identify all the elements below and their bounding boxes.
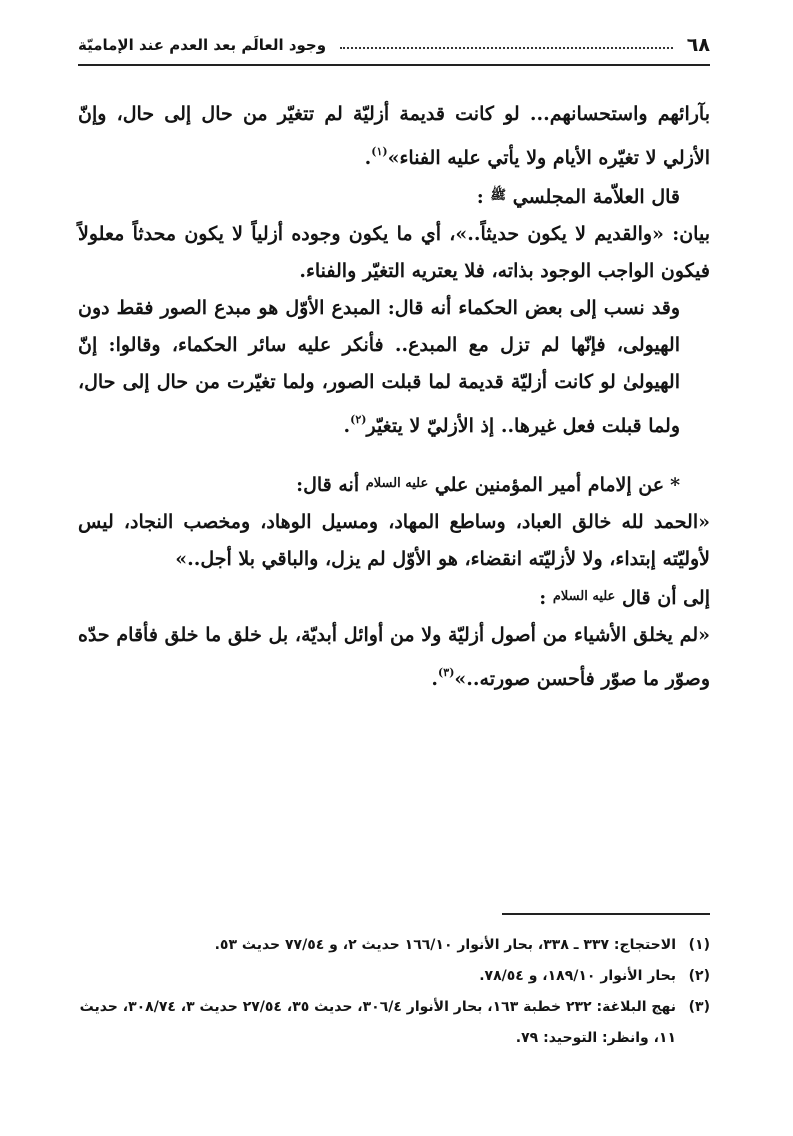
footnote-rule: [502, 913, 710, 915]
footnote: [78, 961, 710, 992]
header-dot-leader: [340, 47, 673, 49]
header-rule: [78, 64, 710, 66]
footnote-number: (٢): [688, 968, 710, 984]
paragraph-hukama: وقد نسب إلى بعض الحكماء أنه قال: المبدع الأوّل هو مبدع الصور فقط دون الهيولى، فإنّها لم تزل مع المبدع.. فأنكر عليه سائر الحكماء، وقالوا: إنّ الهيولىٰ لو كانت أزليّة قديمة لما قبلت الصور، ولما تغيّرت من حال إلى حال، ولما قبلت فعل غيرها.. إذ الأزليّ لا يتغيّر$^{(٢)}$.: [78, 297, 680, 437]
main-text: [78, 96, 710, 698]
footnote-text: بحار الأنوار ١٨٩/١٠، و ٧٨/٥٤.: [479, 968, 676, 984]
paragraph-majlisi: قال العلاّمة المجلسي $^ﷺ$ :: [476, 186, 680, 208]
page-number: ٦٨: [686, 34, 710, 56]
footnote-text: الاحتجاج: ٣٣٧ ـ ٣٣٨، بحار الأنوار ١٦٦/١٠ حديث ٢، و ٧٧/٥٤ حديث ٥٣.: [214, 937, 676, 953]
paragraph-gap: [78, 445, 710, 465]
footnote-ref-2: (٢): [350, 413, 367, 426]
honorific-glyph: عليه السلام: [365, 476, 429, 491]
footnote-number: (١): [688, 937, 710, 953]
footnotes: [78, 930, 710, 1054]
footnote: [78, 992, 710, 1054]
honorific-glyph: ﷺ: [490, 188, 507, 203]
quote-sermon: «الحمد لله خالق العباد، وساطع المهاد، ومسيل الوهاد، ومخصب النجاد، ليس لأوليّته إبتداء، ولا لأزليّته انقضاء، هو الأوّل لم يزل، والباقي بلا أجل..»: [78, 511, 710, 570]
quote-creation: «لم يخلق الأشياء من أصول أزليّة ولا من أوائل أبديّة، بل خلق ما خلق فأقام حدّه وصوّر ما صوّر فأحسن صورته..»$^{(٣)}$.: [78, 624, 710, 690]
chapter-title: وجود العالَم بعد العدم عند الإماميّة: [78, 36, 327, 54]
footnote-text: نهج البلاغة: ٢٣٢ خطبة ١٦٣، بحار الأنوار ٣٠٦/٤، حديث ٣٥، ٢٧/٥٤ حديث ٣، ٣٠٨/٧٤، حديث ١١، وانظر: التوحيد: ٧٩.: [79, 999, 676, 1046]
star-marker: *: [670, 474, 680, 496]
footnote-ref-1: (١): [371, 145, 388, 158]
paragraph-bayan: بيان: «والقديم لا يكون حديثاً..»، أي ما يكون وجوده أزلياً لا يكون محدثاً معلولاً فيكون الواجب الوجود بذاته، فلا يعتريه التغيّر والفناء.: [78, 223, 710, 282]
paragraph-continuation: بآرائهم واستحسانهم... لو كانت قديمة أزليّة لم تتغيّر من حال إلى حال، وإنّ الأزلي لا تغيّره الأيام ولا يأتي عليه الفناء»$^{(١)}$.: [78, 103, 710, 169]
running-header: [78, 28, 710, 62]
footnote: [78, 930, 710, 961]
paragraph-until: إلى أن قال $^{عليه السلام}$ :: [539, 587, 710, 609]
honorific-glyph: عليه السلام: [552, 589, 616, 604]
paragraph-imam: *عن إلامام أمير المؤمنين علي $^{عليه السلام}$ أنه قال:: [296, 474, 680, 496]
footnote-ref-3: (٣): [438, 666, 455, 679]
footnote-number: (٣): [688, 999, 710, 1015]
